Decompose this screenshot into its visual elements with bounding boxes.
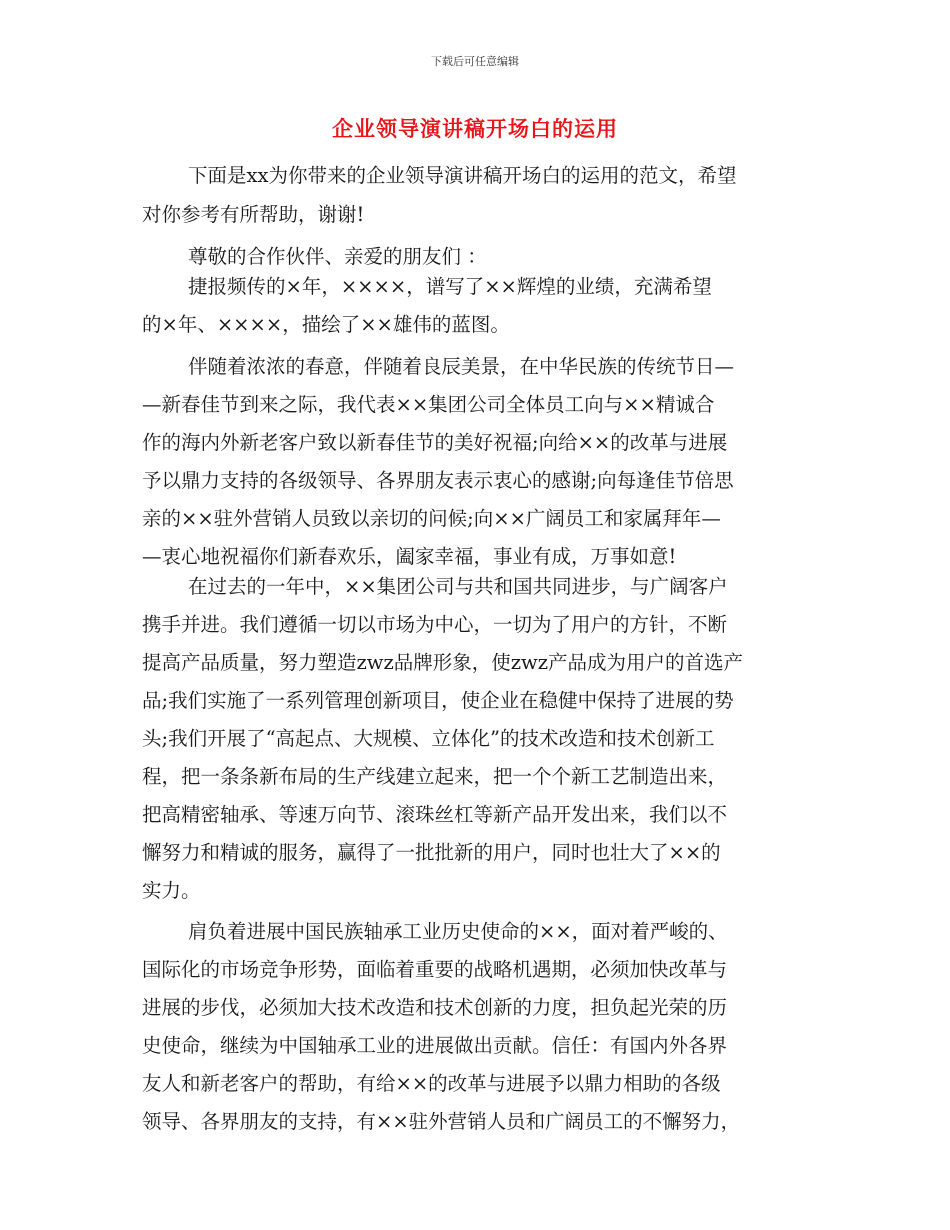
paragraph-line: 携手并进。我们遵循一切以市场为中心，一切为了用户的方针，不断 — [142, 613, 728, 636]
header-note: 下载后可任意编辑 — [431, 55, 519, 68]
paragraph-line: 予以鼎力支持的各级领导、各界朋友表示衷心的感谢;向每逢佳节倍思 — [142, 469, 734, 492]
paragraph-line: 下面是xx为你带来的企业领导演讲稿开场白的运用的范文，希望 — [188, 164, 737, 187]
paragraph-line: 亲的××驻外营销人员致以亲切的问候;向××广阔员工和家属拜年— — [142, 507, 721, 530]
paragraph-line: 在过去的一年中，××集团公司与共和国共同进步，与广阔客户 — [188, 575, 728, 598]
paragraph-line: 对你参考有所帮助，谢谢! — [142, 203, 365, 226]
paragraph-line: —新春佳节到来之际，我代表××集团公司全体员工向与××精诚合 — [142, 393, 715, 416]
paragraph-line: 品;我们实施了一系列管理创新项目，使企业在稳健中保持了进展的势 — [142, 689, 734, 712]
paragraph-line: 作的海内外新老客户致以新春佳节的美好祝福;向给××的改革与进展 — [142, 431, 728, 454]
paragraph-line: 实力。 — [142, 879, 201, 902]
paragraph-line: 尊敬的合作伙伴、亲爱的朋友们 ： — [188, 245, 487, 268]
paragraph-line: 捷报频传的×年，××××，谱写了××辉煌的业绩，充满希望 — [188, 275, 712, 298]
paragraph-line: —衷心地祝福你们新春欢乐，阖家幸福，事业有成，万事如意! — [142, 545, 677, 568]
paragraph-line: 友人和新老客户的帮助，有给××的改革与进展予以鼎力相助的各级 — [142, 1072, 721, 1095]
paragraph-line: 程，把一条条新布局的生产线建立起来，把一个个新工艺制造出来， — [142, 765, 728, 788]
paragraph-line: 的×年、××××，描绘了××雄伟的蓝图。 — [142, 313, 510, 336]
paragraph-line: 进展的步伐，必须加大技术改造和技术创新的力度，担负起光荣的历 — [142, 996, 728, 1019]
paragraph-line: 史使命，继续为中国轴承工业的进展做出贡献。信任：有国内外各界 — [142, 1034, 728, 1057]
paragraph-line: 伴随着浓浓的春意，伴随着良辰美景，在中华民族的传统节日— — [188, 355, 735, 378]
paragraph-line: 领导、各界朋友的支持，有××驻外营销人员和广阔员工的不懈努力， — [142, 1110, 741, 1133]
paragraph-line: 肩负着进展中国民族轴承工业历史使命的××，面对着严峻的、 — [188, 920, 728, 943]
paragraph-line: 提高产品质量，努力塑造zwz品牌形象，使zwz产品成为用户的首选产 — [142, 651, 743, 674]
paragraph-line: 把高精密轴承、等速万向节、滚珠丝杠等新产品开发出来，我们以不 — [142, 803, 728, 826]
document-title: 企业领导演讲稿开场白的运用 — [332, 117, 618, 141]
paragraph-line: 懈努力和精诚的服务，赢得了一批批新的用户，同时也壮大了××的 — [142, 841, 721, 864]
paragraph-line: 国际化的市场竞争形势，面临着重要的战略机遇期，必须加快改革与 — [142, 958, 728, 981]
paragraph-line: 头;我们开展了“高起点、大规模、立体化”的技术改造和技术创新工 — [142, 727, 715, 750]
